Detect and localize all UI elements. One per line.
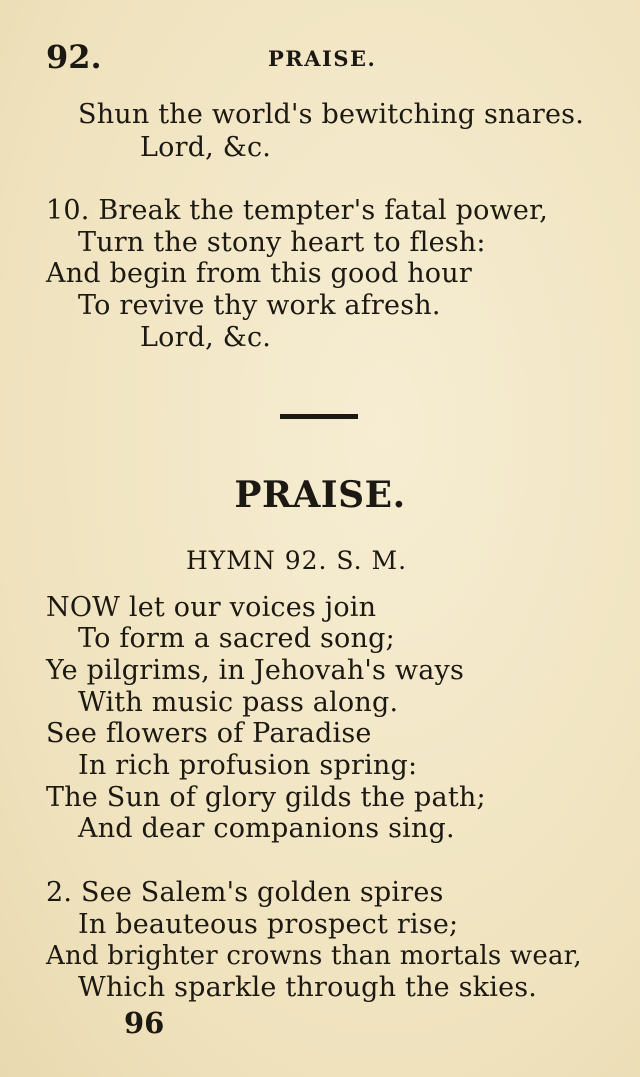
verse-line: NOW let our voices join xyxy=(46,592,377,623)
verse-line: 2. See Salem's golden spires xyxy=(46,877,444,908)
verse-line: Turn the stony heart to flesh: xyxy=(78,227,486,258)
verse-line: See flowers of Paradise xyxy=(46,718,372,749)
verse-line: In beauteous prospect rise; xyxy=(78,909,459,940)
verse-line: Ye pilgrims, in Jehovah's ways xyxy=(46,655,465,686)
page-number: 92. xyxy=(46,38,102,76)
verse-line: To revive thy work afresh. xyxy=(78,290,441,321)
verse-line: And dear companions sing. xyxy=(78,813,455,844)
hymn-title: HYMN 92. S. M. xyxy=(186,546,408,575)
refrain-line: Lord, &c. xyxy=(140,132,272,163)
verse-line: With music pass along. xyxy=(78,687,399,718)
section-divider xyxy=(280,414,358,419)
signature-mark: 96 xyxy=(124,1006,165,1040)
verse-line: To form a sacred song; xyxy=(78,623,395,654)
verse-line: In rich profusion spring: xyxy=(78,750,418,781)
verse-line: And brighter crowns than mortals wear, xyxy=(46,941,582,971)
verse-line: And begin from this good hour xyxy=(46,258,472,289)
verse-line: Shun the world's bewitching snares. xyxy=(78,99,585,130)
verse-line: The Sun of glory gilds the path; xyxy=(46,782,486,813)
refrain-line: Lord, &c. xyxy=(140,322,272,353)
verse-line: Which sparkle through the skies. xyxy=(78,972,538,1003)
running-title: PRAISE. xyxy=(268,46,377,71)
verse-line: 10. Break the tempter's fatal power, xyxy=(46,195,549,226)
section-title: PRAISE. xyxy=(234,474,406,516)
